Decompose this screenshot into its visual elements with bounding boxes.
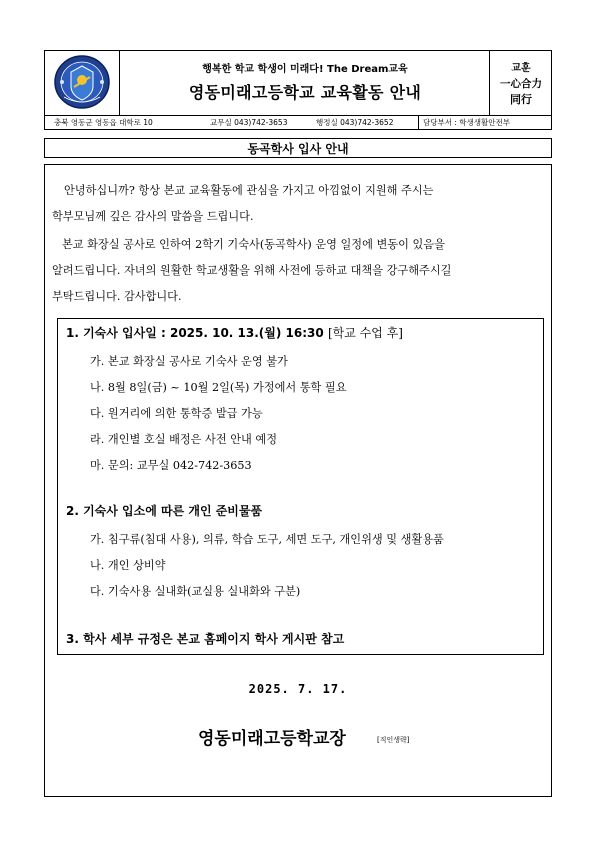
- seal-omitted-note: [직인생략]: [377, 736, 410, 744]
- document-title: 영동미래고등학교 교육활동 안내: [188, 83, 422, 102]
- section1-item: 다. 원거리에 의한 통학증 발급 가능: [90, 407, 263, 420]
- office-phone: 교무실 043)742-3653: [210, 118, 288, 127]
- section1-item: 마. 문의: 교무실 042-742-3653: [90, 459, 252, 472]
- signer-name: 영동미래고등학교장: [198, 729, 346, 749]
- section1-item: 가. 본교 화장실 공사로 기숙사 운영 불가: [90, 355, 288, 368]
- section1-heading-text: 1. 기숙사 입사일 : 2025. 10. 13.(월) 16:30: [66, 326, 324, 340]
- school-emblem-icon: [52, 53, 112, 111]
- motto-text-line2: 同行: [510, 93, 532, 106]
- intro-paragraph-line: 학부모님께 깊은 감사의 말씀을 드립니다.: [52, 210, 254, 223]
- school-slogan: 행복한 학교 학생이 미래다! The Dream교육: [202, 64, 408, 75]
- section2-item: 다. 기숙사용 실내화(교실용 실내화와 구분): [90, 585, 301, 598]
- department: 담당부서 : 학생생활안전부: [423, 118, 510, 127]
- document-date: 2025. 7. 17.: [248, 682, 348, 696]
- intro-paragraph-line: 부탁드립니다. 감사합니다.: [52, 290, 182, 303]
- school-address: 충북 영동군 영동읍 대학로 10: [54, 118, 153, 127]
- notice-title: 동곡학사 입사 안내: [247, 142, 349, 156]
- section3-heading: 3. 학사 세부 규정은 본교 홈페이지 학사 게시판 참고: [66, 632, 345, 646]
- logo-cell: [44, 50, 120, 115]
- admin-phone: 행정실 043)742-3652: [316, 118, 394, 127]
- section1-heading: [66, 324, 403, 341]
- intro-paragraph-line: 안녕하십니까? 항상 본교 교육활동에 관심을 가지고 아낌없이 지원해 주시는: [64, 184, 434, 197]
- intro-paragraph-line: 알려드립니다. 자녀의 원활한 학교생활을 위해 사전에 등하교 대책을 강구해주시길: [52, 264, 452, 277]
- intro-paragraph-line: 본교 화장실 공사로 인하여 2학기 기숙사(동곡학사) 운영 일정에 변동이 있음을: [62, 238, 445, 251]
- section1-note: [학교 수업 후]: [327, 326, 403, 340]
- section2-item: 나. 개인 상비약: [90, 559, 166, 572]
- motto-text-line1: 一心合力: [500, 78, 542, 90]
- section2-item: 가. 침구류(침대 사용), 의류, 학습 도구, 세면 도구, 개인위생 및 생활용품: [90, 533, 444, 546]
- contact-row-divider: [418, 115, 419, 130]
- section2-heading: 2. 기숙사 입소에 따른 개인 준비물품: [66, 504, 263, 518]
- section1-item: 나. 8월 8일(금) ~ 10월 2일(목) 가정에서 통학 필요: [90, 381, 347, 394]
- motto-label: 교훈: [511, 63, 531, 74]
- section1-item: 라. 개인별 호실 배정은 사전 안내 예정: [90, 433, 278, 446]
